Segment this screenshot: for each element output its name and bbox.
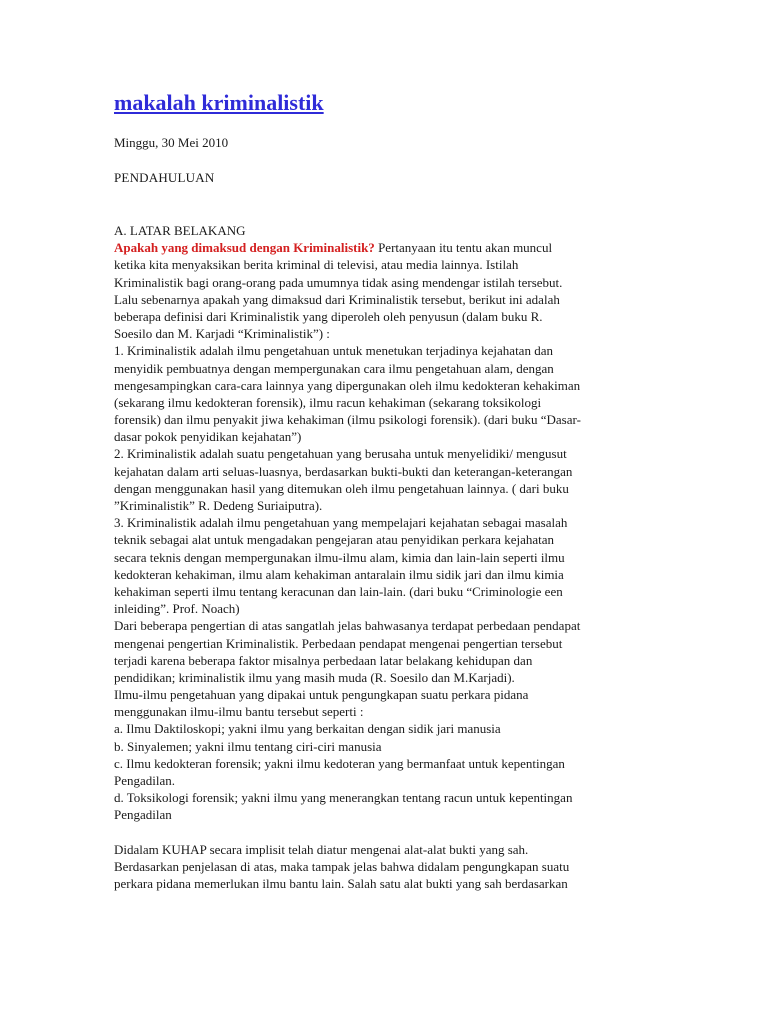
body-line: dengan menggunakan hasil yang ditemukan oleh ilmu pengetahuan lainnya. ( dari buku xyxy=(114,480,569,496)
body-line: ketika kita menyaksikan berita kriminal di televisi, atau media lainnya. Istilah xyxy=(114,257,519,273)
body-line: Berdasarkan penjelasan di atas, maka tampak jelas bahwa didalam pengungkapan suatu xyxy=(114,858,570,874)
post-date: Minggu, 30 Mei 2010 xyxy=(114,135,229,150)
body-line: Dari beberapa pengertian di atas sangatlah jelas bahwasanya terdapat perbedaan pendapat xyxy=(114,618,581,634)
body-line: kehakiman seperti ilmu tentang keracunan dan lain-lain. (dari buku “Criminologie een xyxy=(114,583,563,599)
body-line: mengesampingkan cara-cara lainnya yang dipergunakan oleh ilmu kedokteran kehakiman xyxy=(114,377,581,393)
body-line: inleiding”. Prof. Noach) xyxy=(114,601,240,617)
body-line: Kriminalistik bagi orang-orang pada umumnya tidak asing mendengar istilah tersebut. xyxy=(114,274,563,290)
body-line: ”Kriminalistik” R. Dedeng Suriaiputra). xyxy=(114,498,323,513)
body-line: menyidik pembuatnya dengan mempergunakan cara ilmu pengetahuan alam, dengan xyxy=(114,360,554,376)
body-line: b. Sinyalemen; yakni ilmu tentang ciri-ciri manusia xyxy=(114,738,382,754)
body-line: forensik) dan ilmu penyakit jiwa kehakiman (ilmu psikologi forensik). (dari buku “Dasar- xyxy=(114,412,581,428)
document-body xyxy=(114,222,659,892)
body-line: 2. Kriminalistik adalah suatu pengetahuan yang berusaha untuk menyelidiki/ mengusut xyxy=(114,446,567,462)
body-line: Soesilo dan M. Karjadi “Kriminalistik”) : xyxy=(114,326,330,342)
body-line: terjadi karena beberapa faktor misalnya perbedaan latar belakang kehidupan dan xyxy=(114,652,533,668)
body-line: dasar pokok penyidikan kejahatan”) xyxy=(114,429,302,445)
document-title-link[interactable]: makalah kriminalistik xyxy=(114,90,324,115)
body-line: menggunakan ilmu-ilmu bantu tersebut seperti : xyxy=(114,704,364,720)
body-line: kedokteran kehakiman, ilmu alam kehakiman antaralain ilmu sidik jari dan ilmu kimia xyxy=(114,566,564,582)
body-line: perkara pidana memerlukan ilmu bantu lain. Salah satu alat bukti yang sah berdasarkan xyxy=(114,876,568,892)
body-line: secara teknis dengan mempergunakan ilmu-ilmu alam, kimia dan lain-lain seperti ilmu xyxy=(114,549,565,565)
subsection-heading: A. LATAR BELAKANG xyxy=(114,223,246,238)
highlighted-question: Apakah yang dimaksud dengan Kriminalistik? xyxy=(114,240,375,256)
first-paragraph-line xyxy=(114,239,659,256)
body-line: Didalam KUHAP secara implisit telah diatur mengenai alat-alat bukti yang sah. xyxy=(114,841,529,857)
body-line: Pengadilan xyxy=(114,807,172,823)
body-line: (sekarang ilmu kedokteran forensik), ilmu racun kehakiman (sekarang toksikologi xyxy=(114,394,542,410)
body-line: a. Ilmu Daktiloskopi; yakni ilmu yang berkaitan dengan sidik jari manusia xyxy=(114,721,501,737)
body-line: mengenai pengertian Kriminalistik. Perbedaan pendapat mengenai pengertian tersebut xyxy=(114,635,563,651)
body-line: c. Ilmu kedokteran forensik; yakni ilmu kedoteran yang bermanfaat untuk kepentingan xyxy=(114,755,565,771)
body-line: Pengadilan. xyxy=(114,773,176,788)
body-line: Ilmu-ilmu pengetahuan yang dipakai untuk pengungkapan suatu perkara pidana xyxy=(114,687,529,703)
body-line: teknik sebagai alat untuk mengadakan pengejaran atau penyidikan perkara kejahatan xyxy=(114,532,555,548)
first-line-rest: Pertanyaan itu tentu akan muncul xyxy=(374,240,553,256)
body-line: beberapa definisi dari Kriminalistik yang diperoleh oleh penyusun (dalam buku R. xyxy=(114,308,543,324)
body-line: kejahatan dalam arti seluas-luasnya, berdasarkan bukti-bukti dan keterangan-keterangan xyxy=(114,463,573,479)
body-line: 3. Kriminalistik adalah ilmu pengetahuan yang mempelajari kejahatan sebagai masalah xyxy=(114,515,568,531)
body-line: Lalu sebenarnya apakah yang dimaksud dari Kriminalistik tersebut, berikut ini adalah xyxy=(114,291,560,307)
section-heading-pendahuluan: PENDAHULUAN xyxy=(114,170,215,185)
body-line: pendidikan; kriminalistik ilmu yang masih muda (R. Soesilo dan M.Karjadi). xyxy=(114,669,515,685)
body-line: 1. Kriminalistik adalah ilmu pengetahuan untuk menetukan terjadinya kejahatan dan xyxy=(114,343,553,359)
body-line: d. Toksikologi forensik; yakni ilmu yang menerangkan tentang racun untuk kepentingan xyxy=(114,790,573,806)
blank-line xyxy=(114,824,659,841)
